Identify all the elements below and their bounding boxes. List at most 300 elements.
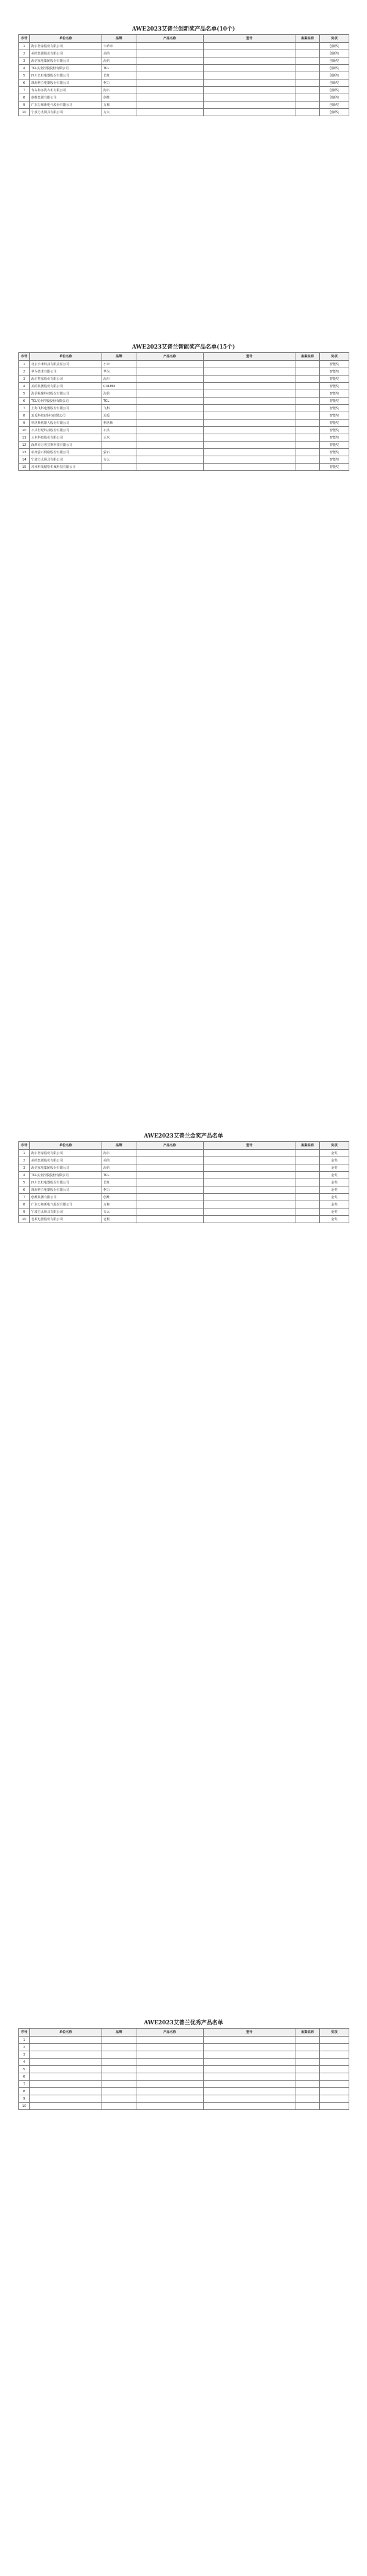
table-cell <box>136 2051 204 2059</box>
table-cell <box>204 2044 295 2051</box>
table-cell <box>136 376 204 383</box>
table-cell <box>136 390 204 398</box>
table-cell <box>136 420 204 427</box>
table-cell: 方太 <box>102 109 136 116</box>
column-header: 奖项 <box>320 2029 349 2037</box>
table-cell: 海信 <box>102 1164 136 1172</box>
table-cell: TCL实业控股股份有限公司 <box>30 398 102 405</box>
table-cell: 7 <box>19 1194 30 1201</box>
table-cell: 3 <box>19 2051 30 2059</box>
table-row <box>19 1194 349 1201</box>
table-cell <box>136 80 204 87</box>
table-header-row <box>19 1142 349 1150</box>
table-cell <box>295 427 320 434</box>
table-cell <box>136 2095 204 2103</box>
table-cell <box>136 368 204 376</box>
table-cell: 珠海格力电器股份有限公司 <box>30 1186 102 1194</box>
table-cell: 智能奖 <box>320 398 349 405</box>
table-cell: 4 <box>19 2059 30 2066</box>
table-cell: 12 <box>19 442 30 449</box>
table-cell: 创新奖 <box>320 50 349 57</box>
table-row <box>19 65 349 72</box>
table-cell <box>295 2103 320 2110</box>
table-cell <box>136 456 204 464</box>
table-cell: 广东万和新电气股份有限公司 <box>30 1201 102 1208</box>
table-cell <box>204 72 295 80</box>
table-cell: 美的集团股份有限公司 <box>30 1157 102 1164</box>
table-cell <box>136 1216 204 1223</box>
table-cell <box>204 2066 295 2073</box>
table-cell <box>295 2095 320 2103</box>
table-cell: 创新奖 <box>320 57 349 65</box>
table-cell <box>320 2037 349 2044</box>
table-row <box>19 1216 349 1223</box>
table-row <box>19 2051 349 2059</box>
table-cell: 华为技术有限公司 <box>30 368 102 376</box>
table-cell: 金奖 <box>320 1194 349 1201</box>
table-cell <box>136 2103 204 2110</box>
table-cell <box>136 2081 204 2088</box>
column-header: 产品名称 <box>136 2029 204 2037</box>
table-cell <box>320 2103 349 2110</box>
table-cell <box>136 102 204 109</box>
table-cell <box>295 2081 320 2088</box>
table-cell: TCL <box>102 1172 136 1179</box>
table-cell <box>136 383 204 390</box>
table-cell: 2 <box>19 1157 30 1164</box>
table-cell <box>295 109 320 116</box>
table-cell: 创新奖 <box>320 109 349 116</box>
column-header: 产品名称 <box>136 353 204 361</box>
column-header: 奖项 <box>320 353 349 361</box>
column-header: 产品名称 <box>136 35 204 43</box>
column-header: 单位名称 <box>30 1142 102 1150</box>
table-cell <box>295 1179 320 1186</box>
table-cell: 智能奖 <box>320 390 349 398</box>
table-cell <box>295 405 320 412</box>
table-cell: 宁波方太厨具有限公司 <box>30 109 102 116</box>
table-cell <box>295 57 320 65</box>
table-cell <box>295 2037 320 2044</box>
table-cell <box>30 2051 102 2059</box>
table-cell: 追觅 <box>102 412 136 420</box>
table-cell: 老板 <box>102 1216 136 1223</box>
table-row <box>19 2044 349 2051</box>
table-cell: 智能奖 <box>320 405 349 412</box>
table-cell <box>204 2037 295 2044</box>
table-cell: 石头世纪科技股份有限公司 <box>30 427 102 434</box>
table-cell <box>295 2044 320 2051</box>
table-cell <box>102 2066 136 2073</box>
table-cell: 美的集团股份有限公司 <box>30 50 102 57</box>
table-cell: 小米 <box>102 361 136 368</box>
table-cell <box>204 1201 295 1208</box>
table-cell: 创新奖 <box>320 87 349 94</box>
table-cell <box>295 442 320 449</box>
table-cell <box>204 50 295 57</box>
table-cell <box>136 2059 204 2066</box>
table-cell: 宁波方太厨具有限公司 <box>30 1208 102 1216</box>
table-cell <box>204 405 295 412</box>
table-cell: 智能奖 <box>320 442 349 449</box>
table-cell: 海尔 <box>102 87 136 94</box>
table-cell <box>320 2073 349 2081</box>
table-cell <box>136 87 204 94</box>
table-cell: 2 <box>19 2044 30 2051</box>
table-cell: 海尔智家股份有限公司 <box>30 43 102 50</box>
table-cell <box>204 2088 295 2095</box>
table-cell: 万和 <box>102 102 136 109</box>
table-cell <box>30 2095 102 2103</box>
table-cell: 华为 <box>102 368 136 376</box>
table-cell: 宁波方太厨具有限公司 <box>30 456 102 464</box>
table-cell <box>320 2088 349 2095</box>
table-cell <box>204 412 295 420</box>
table-cell: 7 <box>19 87 30 94</box>
table-cell: 云米 <box>102 434 136 442</box>
table-cell <box>102 2095 136 2103</box>
table-cell <box>30 2088 102 2095</box>
table-cell <box>136 361 204 368</box>
table-cell: 智能奖 <box>320 376 349 383</box>
table-cell: 智能奖 <box>320 361 349 368</box>
table-row <box>19 2059 349 2066</box>
table-row <box>19 464 349 471</box>
table-cell: 方太 <box>102 456 136 464</box>
table-row <box>19 1157 349 1164</box>
table-cell: 海尔 <box>102 376 136 383</box>
award-table <box>18 1141 349 1223</box>
table-row <box>19 412 349 420</box>
table-cell: 海信家电集团股份有限公司 <box>30 57 102 65</box>
table-cell <box>204 43 295 50</box>
table-row <box>19 420 349 427</box>
table-row <box>19 43 349 50</box>
table-cell: 金奖 <box>320 1216 349 1223</box>
table-cell: 创新奖 <box>320 102 349 109</box>
table-cell: 4 <box>19 65 30 72</box>
table-cell: 2 <box>19 368 30 376</box>
table-cell <box>30 2103 102 2110</box>
table-cell <box>295 420 320 427</box>
table-cell: 11 <box>19 434 30 442</box>
table-row <box>19 2037 349 2044</box>
table-cell <box>102 2044 136 2051</box>
sheet-title: AWE2023艾普兰创新奖产品名单(10个) <box>132 26 235 32</box>
award-sheet <box>18 2018 349 2110</box>
table-cell: 格力 <box>102 80 136 87</box>
table-cell <box>136 398 204 405</box>
column-header: 型号 <box>204 1142 295 1150</box>
table-row <box>19 102 349 109</box>
sheet-title: AWE2023艾普兰金奖产品名单 <box>144 1133 223 1139</box>
table-row <box>19 390 349 398</box>
table-row <box>19 50 349 57</box>
table-cell <box>295 1172 320 1179</box>
table-row <box>19 383 349 390</box>
table-cell: 5 <box>19 390 30 398</box>
table-cell <box>320 2095 349 2103</box>
award-sheet <box>18 1131 349 1223</box>
table-cell: 广东万和新电气股份有限公司 <box>30 102 102 109</box>
table-cell <box>204 1172 295 1179</box>
table-cell <box>295 1157 320 1164</box>
table-cell <box>204 1179 295 1186</box>
table-cell: 金奖 <box>320 1150 349 1157</box>
table-cell <box>295 449 320 456</box>
table-cell <box>204 442 295 449</box>
table-row <box>19 1179 349 1186</box>
table-row <box>19 109 349 116</box>
table-cell <box>295 2073 320 2081</box>
table-cell: 格力 <box>102 1186 136 1194</box>
column-header: 品牌 <box>102 353 136 361</box>
table-cell <box>204 1194 295 1201</box>
table-cell: 9 <box>19 2095 30 2103</box>
column-header: 型号 <box>204 353 295 361</box>
column-header: 备案说明 <box>295 1142 320 1150</box>
table-cell: 智能奖 <box>320 368 349 376</box>
table-cell <box>204 2073 295 2081</box>
table-cell: 科沃斯 <box>102 420 136 427</box>
award-table <box>18 2028 349 2110</box>
table-row <box>19 398 349 405</box>
table-cell: 万和 <box>102 1201 136 1208</box>
column-header: 单位名称 <box>30 353 102 361</box>
table-cell: 北京小米科技有限责任公司 <box>30 361 102 368</box>
table-cell: 15 <box>19 464 30 471</box>
table-cell <box>204 2059 295 2066</box>
column-header: 序号 <box>19 1142 30 1150</box>
table-row <box>19 1201 349 1208</box>
award-sheet <box>18 342 349 471</box>
table-cell <box>204 57 295 65</box>
table-cell <box>320 2059 349 2066</box>
column-header: 备案说明 <box>295 35 320 43</box>
table-cell: 追觅科技(苏州)有限公司 <box>30 412 102 420</box>
table-cell <box>136 2073 204 2081</box>
table-cell: 云米科技股份有限公司 <box>30 434 102 442</box>
table-cell: 7 <box>19 405 30 412</box>
table-cell: 海信 <box>102 57 136 65</box>
table-cell: 3 <box>19 376 30 383</box>
table-cell: 创维 <box>102 1194 136 1201</box>
column-header: 型号 <box>204 2029 295 2037</box>
table-cell <box>102 2081 136 2088</box>
table-cell <box>136 1179 204 1186</box>
table-cell: 智能奖 <box>320 383 349 390</box>
table-cell <box>295 464 320 471</box>
table-cell <box>102 2103 136 2110</box>
table-cell: 海尔 <box>102 1150 136 1157</box>
table-row <box>19 2073 349 2081</box>
table-cell: 海信家电集团股份有限公司 <box>30 1164 102 1172</box>
table-cell: 创维 <box>102 94 136 102</box>
table-cell <box>295 1186 320 1194</box>
table-cell <box>295 398 320 405</box>
table-row <box>19 1186 349 1194</box>
table-cell: 金奖 <box>320 1201 349 1208</box>
table-cell <box>204 1216 295 1223</box>
table-cell <box>204 376 295 383</box>
table-cell <box>136 442 204 449</box>
table-cell <box>204 2081 295 2088</box>
table-cell <box>136 449 204 456</box>
table-cell: 5 <box>19 72 30 80</box>
table-cell: 智能奖 <box>320 456 349 464</box>
table-cell <box>204 87 295 94</box>
sheet-title: AWE2023艾普兰优秀产品名单 <box>144 2020 223 2026</box>
table-cell: 美的 <box>102 50 136 57</box>
table-cell <box>295 87 320 94</box>
table-cell <box>295 80 320 87</box>
table-cell: 9 <box>19 420 30 427</box>
table-row <box>19 1150 349 1157</box>
table-cell: 2 <box>19 50 30 57</box>
table-cell <box>295 72 320 80</box>
table-row <box>19 361 349 368</box>
table-cell: 金奖 <box>320 1186 349 1194</box>
table-cell: 四川长虹电器股份有限公司 <box>30 1179 102 1186</box>
table-cell: 美的 <box>102 1157 136 1164</box>
table-cell <box>204 361 295 368</box>
table-cell: 长虹 <box>102 72 136 80</box>
table-cell: 卡萨帝 <box>102 43 136 50</box>
column-header: 品牌 <box>102 1142 136 1150</box>
table-cell <box>295 1194 320 1201</box>
table-cell <box>204 2095 295 2103</box>
table-cell: 8 <box>19 412 30 420</box>
table-cell <box>204 2103 295 2110</box>
table-cell: 美的集团股份有限公司 <box>30 383 102 390</box>
table-cell <box>204 1164 295 1172</box>
table-cell <box>295 368 320 376</box>
table-cell <box>136 1172 204 1179</box>
table-cell <box>136 405 204 412</box>
column-header: 奖项 <box>320 35 349 43</box>
table-cell <box>204 427 295 434</box>
award-table <box>18 352 349 471</box>
table-cell <box>295 1208 320 1216</box>
table-cell <box>204 1157 295 1164</box>
table-cell <box>136 2066 204 2073</box>
table-cell: 8 <box>19 2088 30 2095</box>
table-cell <box>136 1186 204 1194</box>
award-table <box>18 34 349 116</box>
table-cell: 珠海格力电器股份有限公司 <box>30 80 102 87</box>
table-cell <box>204 456 295 464</box>
table-cell <box>136 427 204 434</box>
table-cell: TCL实业控股股份有限公司 <box>30 65 102 72</box>
table-row <box>19 376 349 383</box>
column-header: 产品名称 <box>136 1142 204 1150</box>
table-cell: 9 <box>19 1208 30 1216</box>
table-row <box>19 368 349 376</box>
column-header: 单位名称 <box>30 2029 102 2037</box>
table-cell <box>136 1201 204 1208</box>
table-cell <box>136 2037 204 2044</box>
table-cell <box>136 434 204 442</box>
table-cell <box>30 2066 102 2073</box>
table-row <box>19 80 349 87</box>
table-cell <box>204 80 295 87</box>
table-cell: 6 <box>19 2073 30 2081</box>
table-cell <box>295 102 320 109</box>
table-cell: 4 <box>19 383 30 390</box>
table-cell <box>136 109 204 116</box>
table-cell: 13 <box>19 449 30 456</box>
table-cell <box>30 2044 102 2051</box>
table-cell <box>295 43 320 50</box>
table-cell <box>136 412 204 420</box>
table-cell: 智能奖 <box>320 449 349 456</box>
table-cell <box>30 2037 102 2044</box>
table-header-row <box>19 353 349 361</box>
table-cell: 3 <box>19 57 30 65</box>
table-cell: 1 <box>19 2037 30 2044</box>
table-row <box>19 87 349 94</box>
table-cell: 杭州萤石网络股份有限公司 <box>30 449 102 456</box>
table-cell: 青岛海尔洗衣机有限公司 <box>30 87 102 94</box>
column-header: 备案说明 <box>295 2029 320 2037</box>
column-header: 型号 <box>204 35 295 43</box>
table-cell: 14 <box>19 456 30 464</box>
column-header: 备案说明 <box>295 353 320 361</box>
table-cell <box>295 2051 320 2059</box>
table-cell <box>204 390 295 398</box>
table-row <box>19 405 349 412</box>
table-cell <box>136 1164 204 1172</box>
table-cell: 深圳市万普拉斯科技有限公司 <box>30 442 102 449</box>
award-sheet <box>18 24 349 116</box>
table-cell <box>30 2073 102 2081</box>
table-cell <box>136 94 204 102</box>
table-row <box>19 94 349 102</box>
table-cell: 智能奖 <box>320 412 349 420</box>
table-cell <box>204 1150 295 1157</box>
table-cell <box>136 57 204 65</box>
table-cell <box>204 109 295 116</box>
table-cell <box>136 72 204 80</box>
table-cell: 9 <box>19 102 30 109</box>
column-header: 单位名称 <box>30 35 102 43</box>
table-cell <box>320 2044 349 2051</box>
table-cell: TCL <box>102 398 136 405</box>
table-row <box>19 1208 349 1216</box>
table-row <box>19 449 349 456</box>
table-cell: COLMO <box>102 383 136 390</box>
table-cell <box>136 1150 204 1157</box>
table-cell: 5 <box>19 2066 30 2073</box>
table-row <box>19 2088 349 2095</box>
table-cell <box>204 2051 295 2059</box>
table-row <box>19 1164 349 1172</box>
table-cell <box>204 65 295 72</box>
table-cell <box>204 1208 295 1216</box>
table-cell <box>204 434 295 442</box>
table-cell <box>30 2059 102 2066</box>
table-cell <box>204 368 295 376</box>
table-cell: 石头 <box>102 427 136 434</box>
table-cell <box>204 464 295 471</box>
table-cell <box>136 2044 204 2051</box>
table-cell: 创维集团有限公司 <box>30 94 102 102</box>
table-cell <box>30 2081 102 2088</box>
table-cell <box>320 2066 349 2073</box>
table-cell <box>295 2088 320 2095</box>
table-cell: 四川长虹电器股份有限公司 <box>30 72 102 80</box>
table-cell <box>295 50 320 57</box>
